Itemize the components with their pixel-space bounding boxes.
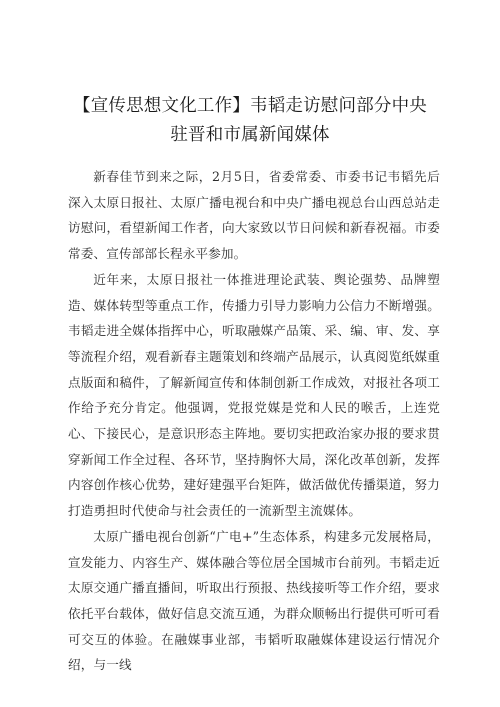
paragraph-1: 新春佳节到来之际，2月5日，省委常委、市委书记韦韬先后深入太原日报社、太原广播电视台和中央广播电视总台山西总站走访慰问，看望新闻工作者，向大家致以节日问候和新春祝福。市委常委、宣传部部长程永平参加。 bbox=[68, 169, 440, 262]
paragraph-2: 近年来，太原日报社一体推进理论武装、舆论强势、品牌塑造、媒体转型等重点工作，传播力引导力影响力公信力不断增强。韦韬走进全媒体指挥中心，听取融媒产品策、采、编、审、发、享等流程介绍，观看新春主题策划和终端产品展示，认真阅览纸媒重点版面和稿件，了解新闻宣传和体制创新工作成效，对报社各项工作给予充分肯定。他强调，党报党媒是党和人民的喉舌，上连党心、下接民心，是意识形态主阵地。要切实把政治家办报的要求贯穿新闻工作全过程、各环节，坚持胸怀大局，深化改革创新，发挥内容创作核心优势，建好建强平台矩阵，做活做优传播渠道，努力打造勇担时代使命与社会责任的一流新型主流媒体。 bbox=[68, 271, 440, 519]
article-body bbox=[68, 164, 440, 678]
article-title bbox=[60, 92, 440, 150]
article-title-line-1: 【宣传思想文化工作】韦韬走访慰问部分中央 bbox=[73, 96, 427, 116]
article-title-line-2: 驻晋和市属新闻媒体 bbox=[170, 125, 330, 145]
paragraph-3: 太原广播电视台创新“广电+”生态体系，构建多元发展格局，宣发能力、内容生产、媒体融合等位居全国城市台前列。韦韬走近太原交通广播直播间，听取出行预报、热线接听等工作介绍，要求依托平台载体，做好信息交流互通，为群众顺畅出行提供可听可看可交互的体验。在融媒事业部，韦韬听取融媒体建设运行情况介绍，与一线 bbox=[68, 528, 440, 673]
